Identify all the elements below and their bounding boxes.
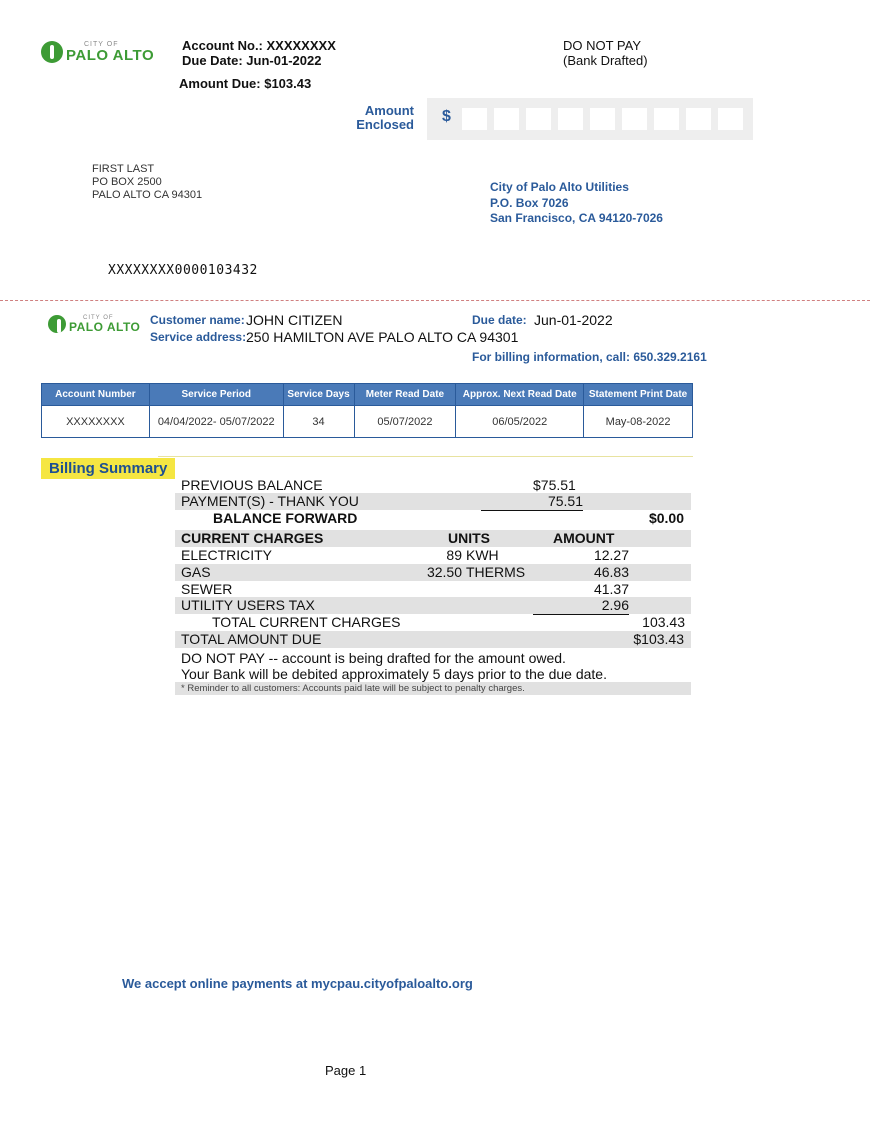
- amount-cell[interactable]: [590, 108, 615, 130]
- account-info-table: [41, 383, 693, 438]
- amount-cell[interactable]: [622, 108, 647, 130]
- row-label: TOTAL CURRENT CHARGES: [212, 614, 401, 630]
- dollar-sign: $: [442, 108, 451, 125]
- statement-due-date: Jun-01-2022: [534, 312, 613, 328]
- page-number: Page 1: [325, 1063, 367, 1078]
- charge-row: [175, 547, 691, 564]
- city-logo: [41, 41, 154, 63]
- amount-cell[interactable]: [686, 108, 711, 130]
- cell: 05/07/2022: [354, 406, 456, 438]
- charge-qty: 32.50: [426, 564, 462, 580]
- tree-icon: [41, 41, 63, 63]
- amount-enclosed-line2: Enclosed: [356, 117, 414, 132]
- cell: 34: [283, 406, 354, 438]
- charge-unit: THERMS: [466, 564, 526, 580]
- logo-text: PALO ALTO: [66, 47, 155, 64]
- amount-cell[interactable]: [526, 108, 551, 130]
- charge-row: [175, 581, 691, 598]
- city-logo-small: [48, 315, 140, 333]
- col-header: Account Number: [42, 384, 150, 406]
- amount-cells[interactable]: [462, 108, 743, 130]
- charge-qty: 89: [446, 547, 462, 563]
- remit-line: P.O. Box 7026: [490, 195, 569, 210]
- amount-cell[interactable]: [494, 108, 519, 130]
- bank-drafted: (Bank Drafted): [563, 53, 648, 68]
- logo-small-text: CITY OF: [83, 315, 114, 321]
- col-header: Meter Read Date: [354, 384, 456, 406]
- tear-line: [0, 300, 870, 301]
- units-header: UNITS: [448, 530, 490, 546]
- customer-name-label: Customer name:: [150, 313, 245, 327]
- amount-cell[interactable]: [558, 108, 583, 130]
- charge-amount: 41.37: [593, 581, 629, 597]
- row-value: 75.51: [481, 493, 583, 511]
- do-not-pay: DO NOT PAY: [563, 38, 642, 53]
- logo-small-text: CITY OF: [84, 41, 119, 48]
- row-label: TOTAL AMOUNT DUE: [181, 631, 322, 647]
- charge-amount: 2.96: [533, 597, 629, 615]
- note-row: [175, 666, 691, 683]
- cell: May-08-2022: [584, 406, 693, 438]
- scanline: XXXXXXXX0000103432: [108, 263, 258, 278]
- charge-label: UTILITY USERS TAX: [181, 597, 315, 613]
- remit-line: City of Palo Alto Utilities: [490, 180, 629, 194]
- col-header: Service Days: [283, 384, 354, 406]
- service-address-label: Service address:: [150, 330, 247, 344]
- cell: 04/04/2022- 05/07/2022: [149, 406, 283, 438]
- charge-row: [175, 597, 691, 614]
- amount-header: AMOUNT: [553, 530, 615, 546]
- amount-enclosed-box[interactable]: [427, 98, 753, 140]
- address-line: PALO ALTO CA 94301: [92, 189, 203, 201]
- amount-cell[interactable]: [654, 108, 679, 130]
- online-payment-note: We accept online payments at mycpau.cityofpaloalto.org: [122, 976, 473, 991]
- table-row: [42, 406, 693, 438]
- draft-note: DO NOT PAY -- account is being drafted for the amount owed.: [181, 650, 566, 666]
- section-divider: [158, 456, 693, 457]
- reminder-row: [175, 682, 691, 695]
- total-amount-due-row: [175, 631, 691, 648]
- tree-icon: [48, 315, 66, 333]
- note-row: [175, 650, 691, 667]
- row-label: BALANCE FORWARD: [213, 510, 358, 526]
- account-number: Account No.: XXXXXXXX: [182, 38, 336, 53]
- row-label: CURRENT CHARGES: [181, 530, 324, 546]
- amount-cell[interactable]: [462, 108, 487, 130]
- remit-address: [490, 180, 663, 227]
- billing-summary-label: Billing Summary: [41, 458, 175, 479]
- amount-enclosed-label: [340, 104, 414, 132]
- charge-row: [175, 564, 691, 581]
- charge-amount: 12.27: [593, 547, 629, 563]
- total-current-charges-row: [175, 614, 691, 631]
- penalty-reminder: * Reminder to all customers: Accounts paid late will be subject to penalty charges.: [181, 683, 525, 694]
- charge-label: GAS: [181, 564, 211, 580]
- row-label: PREVIOUS BALANCE: [181, 477, 323, 493]
- row-value: $75.51: [533, 477, 576, 493]
- billing-phone: For billing information, call: 650.329.2161: [472, 350, 707, 364]
- amount-due: Amount Due: $103.43: [179, 76, 312, 91]
- due-date-label: Due date:: [472, 313, 527, 327]
- charge-label: ELECTRICITY: [181, 547, 273, 563]
- previous-balance-row: [175, 477, 691, 494]
- col-header: Service Period: [149, 384, 283, 406]
- charge-label: SEWER: [181, 581, 233, 597]
- address-line: PO BOX 2500: [92, 176, 162, 188]
- current-charges-header: [175, 530, 691, 547]
- row-value: $0.00: [648, 510, 684, 526]
- row-value: 103.43: [564, 614, 691, 632]
- balance-forward-row: [175, 510, 691, 527]
- debit-note: Your Bank will be debited approximately 5 days prior to the due date.: [181, 666, 607, 682]
- cell: XXXXXXXX: [42, 406, 150, 438]
- row-label: PAYMENT(S) - THANK YOU: [181, 493, 359, 509]
- customer-name: JOHN CITIZEN: [246, 312, 343, 328]
- due-date: Due Date: Jun-01-2022: [182, 53, 322, 68]
- amount-cell[interactable]: [718, 108, 743, 130]
- charge-amount: 46.83: [593, 564, 629, 580]
- address-line: FIRST LAST: [92, 163, 155, 175]
- service-address: 250 HAMILTON AVE PALO ALTO CA 94301: [246, 329, 519, 345]
- payments-row: [175, 493, 691, 510]
- remit-line: San Francisco, CA 94120-7026: [490, 211, 663, 225]
- customer-mailing-address: [92, 163, 202, 202]
- logo-text: PALO ALTO: [69, 320, 141, 334]
- col-header: Approx. Next Read Date: [456, 384, 584, 406]
- charge-unit: KWH: [466, 547, 499, 563]
- col-header: Statement Print Date: [584, 384, 693, 406]
- cell: 06/05/2022: [456, 406, 584, 438]
- row-value: $103.43: [633, 631, 684, 647]
- amount-enclosed-line1: Amount: [364, 103, 414, 118]
